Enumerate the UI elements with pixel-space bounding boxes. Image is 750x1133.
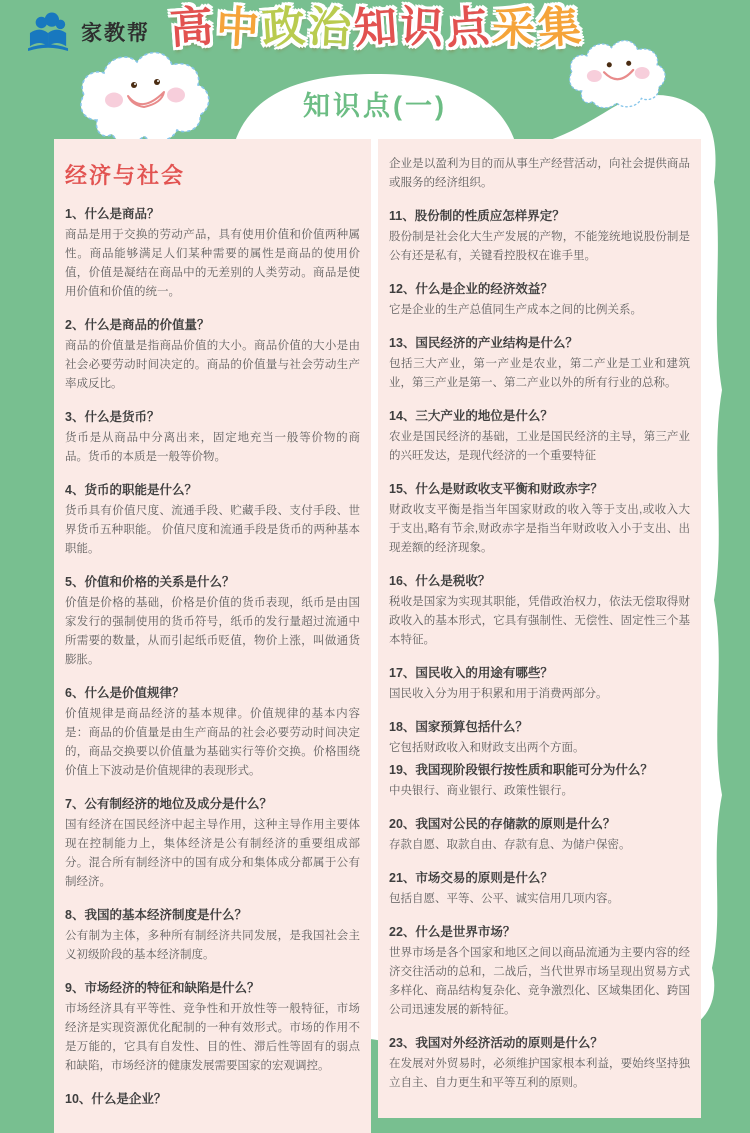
answer-text: 商品的价值量是指商品价值的大小。商品价值的大小是由社会必要劳动时间决定的。商品的价值量与社会劳动生产率成反比。: [65, 340, 360, 390]
question-text: 13、国民经济的产业结构是什么？: [389, 336, 578, 350]
answer-text: 股份制是社会化大生产发展的产物，不能笼统地说股份制是公有还是私有，关键看控股权在谁手里。: [389, 231, 690, 262]
answer-text: 它是企业的生产总值同生产成本之间的比例关系。: [389, 304, 642, 316]
section-title: 经济与社会: [65, 163, 186, 188]
question-text: 2、什么是商品的价值量？: [65, 318, 210, 332]
answer-text: 农业是国民经济的基础，工业是国民经济的主导，第三产业的兴旺发达，是现代经济的一个重要特征: [389, 431, 690, 462]
question-text: 17、国民收入的用途有哪些？: [389, 666, 553, 680]
answer-continuation: 企业是以盈利为目的而从事生产经营活动，向社会提供商品或服务的经济组织。: [389, 158, 690, 189]
question-text: 5、价值和价格的关系是什么？: [65, 575, 235, 589]
cheek-icon: [635, 67, 650, 79]
answer-text: 价值是价格的基础，价格是价值的货币表现，纸币是由国家发行的强制使用的货币符号，纸币的发行量超过流通中所需要的数量，从而引起纸币贬值，物价上涨，叫做通货膨胀。: [65, 597, 360, 666]
title-char: 点: [443, 2, 491, 54]
qa-item: [65, 796, 360, 892]
question-text: 20、我国对公民的存储款的原则是什么？: [389, 817, 616, 831]
title-char: 识: [398, 2, 444, 54]
question-text: 23、我国对外经济活动的原则是什么？: [389, 1036, 603, 1050]
qa-item: [389, 335, 690, 393]
question-text: 3、什么是货币？: [65, 410, 160, 424]
qa-item: [389, 719, 690, 758]
question-text: 4、货币的职能是什么？: [65, 483, 197, 497]
qa-item: [389, 208, 690, 266]
question-text: 6、什么是价值规律？: [65, 686, 185, 700]
title-char: 知: [351, 2, 399, 54]
title-char: 集: [535, 2, 583, 54]
page-title: [0, 4, 750, 53]
question-text: 12、什么是企业的经济效益？: [389, 282, 553, 296]
question-text: 16、什么是税收？: [389, 574, 491, 588]
qa-item: [389, 870, 690, 909]
qa-item: [65, 1091, 360, 1108]
question-text: 7、公有制经济的地位及成分是什么？: [65, 797, 272, 811]
answer-text: 税收是国家为实现其职能，凭借政治权力，依法无偿取得财政收入的基本形式，它具有强制性、无偿性、固定性三个基本特征。: [389, 596, 690, 646]
question-text: 10、什么是企业？: [65, 1092, 167, 1106]
section-subtitle: 知识点(一): [303, 91, 447, 121]
title-char: 政: [259, 2, 307, 54]
qa-item: [389, 762, 690, 801]
question-text: 9、市场经济的特征和缺陷是什么？: [65, 981, 260, 995]
answer-text: 货币具有价值尺度、流通手段、贮藏手段、支付手段、世界货币五种职能。 价值尺度和流通手段是货币的两种基本职能。: [65, 505, 360, 555]
qa-item: [65, 907, 360, 965]
question-text: 11、股份制的性质应怎样界定？: [389, 209, 565, 223]
qa-item: [65, 980, 360, 1076]
question-text: 18、国家预算包括什么？: [389, 720, 528, 734]
answer-text: 包括自愿、平等、公平、诚实信用几项内容。: [389, 893, 619, 905]
question-text: 15、什么是财政收支平衡和财政赤字？: [389, 482, 603, 496]
logo-text: 家教帮: [81, 22, 150, 45]
question-text: 21、市场交易的原则是什么？: [389, 871, 553, 885]
question-text: 8、我国的基本经济制度是什么？: [65, 908, 247, 922]
answer-text: 货币是从商品中分离出来，固定地充当一般等价物的商品。货币的本质是一般等价物。: [65, 432, 360, 463]
qa-list-right: [389, 208, 690, 1093]
eye-icon: [607, 62, 612, 67]
title-char: 中: [214, 2, 260, 54]
question-text: 1、什么是商品？: [65, 207, 160, 221]
question-text: 22、什么是世界市场？: [389, 925, 516, 939]
answer-text: 中央银行、商业银行、政策性银行。: [389, 785, 573, 797]
answer-text: 存款自愿、取款自由、存款有息、为储户保密。: [389, 839, 631, 851]
answer-text: 它包括财政收入和财政支出两个方面。: [389, 742, 585, 754]
qa-item: [389, 281, 690, 320]
answer-text: 国有经济在国民经济中起主导作用，这种主导作用主要体现在控制能力上，集体经济是公有制经济的重要组成部分。混合所有制经济中的国有成分和集体成分都属于公有制经济。: [65, 819, 360, 888]
answer-text: 财政收支平衡是指当年国家财政的收入等于支出,或收入大于支出,略有节余,财政赤字是指当年财政收入小于支出、出现差额的经济现象。: [389, 504, 690, 554]
answer-text: 商品是用于交换的劳动产品，具有使用价值和价值两种属性。商品能够满足人们某种需要的属性是商品的使用价值，价值是凝结在商品中的无差别的人类劳动。商品是使用价值和价值的统一。: [65, 229, 360, 298]
qa-item: [389, 481, 690, 558]
qa-item: [65, 574, 360, 670]
answer-text: 公有制为主体，多种所有制经济共同发展，是我国社会主义初级阶段的基本经济制度。: [65, 930, 360, 961]
qa-list-left: [65, 206, 360, 1108]
answer-text: 在发展对外贸易时，必须维护国家根本利益，要始终坚持独立自主、自力更生和平等互利的原则。: [389, 1058, 690, 1089]
qa-item: [389, 573, 690, 650]
answer-text: 市场经济具有平等性、竞争性和开放性等一般特征，市场经济是实现资源优化配制的一种有效形式。市场的作用不是万能的，它具有自发性、目的性、滞后性等固有的弱点和缺陷，市场经济的健康发展需要国家的宏观调控。: [65, 1003, 360, 1072]
qa-item: [389, 408, 690, 466]
answer-text: 价值规律是商品经济的基本规律。价值规律的基本内容是：商品的价值量是由生产商品的社会必要劳动时间决定的，商品交换要以价值量为基础实行等价交换。价格围绕价值上下波动是价值规律的表现形式。: [65, 708, 360, 777]
question-text: 19、我国现阶段银行按性质和职能可分为什么？: [389, 763, 653, 777]
qa-item: [65, 317, 360, 394]
title-char: 治: [306, 2, 352, 54]
cheek-icon: [587, 70, 602, 82]
qa-item: [65, 482, 360, 559]
qa-item: [389, 665, 690, 704]
question-text: 14、三大产业的地位是什么？: [389, 409, 553, 423]
qa-item: [65, 409, 360, 467]
qa-item: [389, 924, 690, 1020]
answer-text: 包括三大产业，第一产业是农业，第二产业是工业和建筑业，第三产业是第一、第二产业以外的所有行业的总称。: [389, 358, 690, 389]
qa-item: [389, 816, 690, 855]
qa-item: [65, 685, 360, 781]
title-char: 采: [490, 2, 536, 54]
title-char: 高: [167, 2, 215, 54]
left-panel: [54, 139, 371, 1133]
qa-item: [389, 1035, 690, 1093]
eye-icon: [626, 61, 631, 66]
right-panel: [378, 139, 701, 1118]
answer-text: 世界市场是各个国家和地区之间以商品流通为主要内容的经济交往活动的总和，二战后，当代世界市场呈现出贸易方式多样化、商品结构复杂化、竞争激烈化、区域集团化、跨国公司迅速发展的新特征。: [389, 947, 690, 1016]
qa-item: [65, 206, 360, 302]
answer-text: 国民收入分为用于积累和用于消费两部分。: [389, 688, 608, 700]
